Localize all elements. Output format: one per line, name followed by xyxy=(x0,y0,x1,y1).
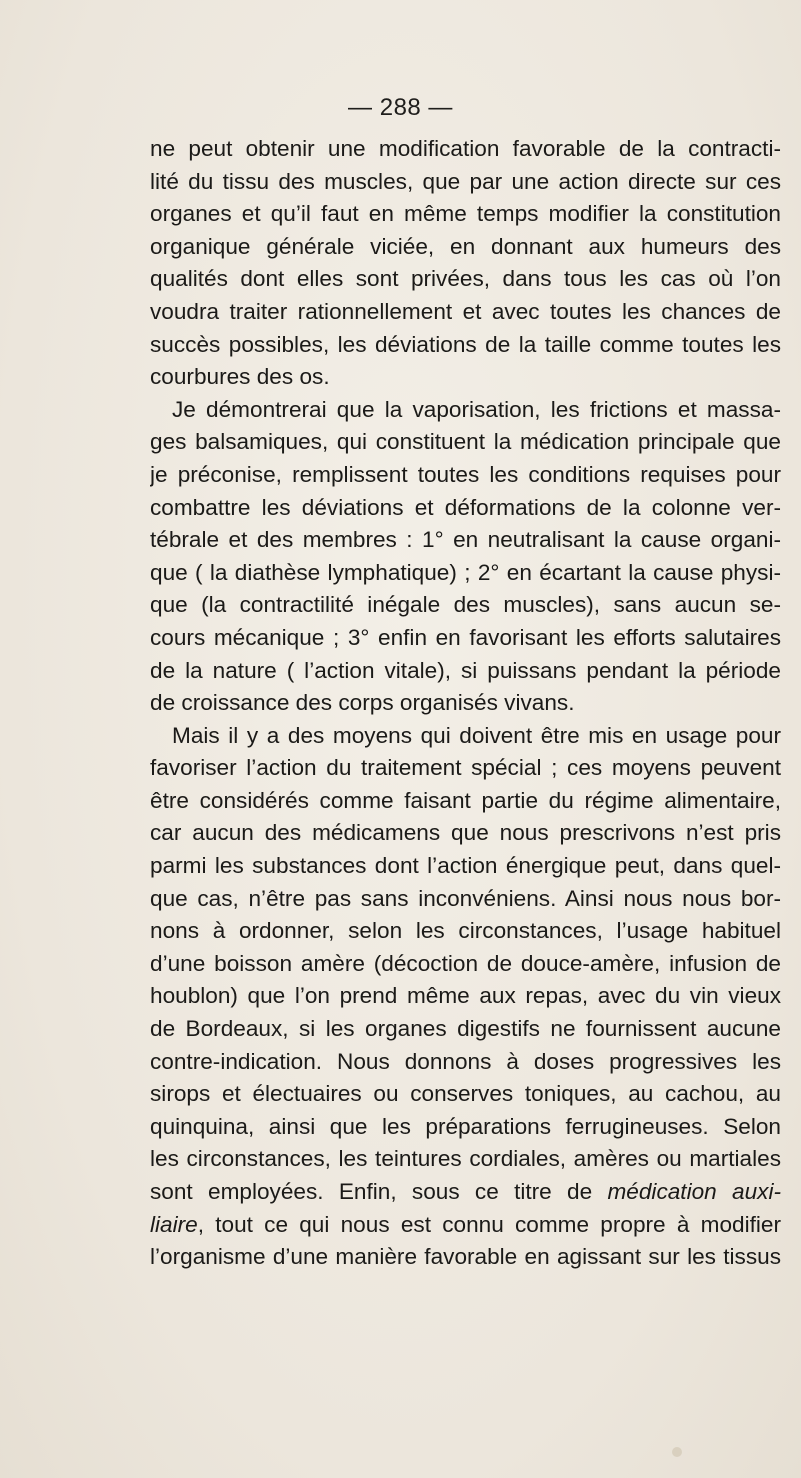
text-line xyxy=(150,492,781,525)
line-text: de Bordeaux, si les organes digestifs ne fournissent aucune xyxy=(150,1016,781,1042)
line-text: organique générale viciée, en donnant aux humeurs des xyxy=(150,233,781,259)
italic-text: liaire xyxy=(150,1211,198,1237)
text-line xyxy=(150,817,781,850)
line-text: tébrale et des membres : 1° en neutralisant la cause organi- xyxy=(150,527,781,553)
text-line xyxy=(150,459,781,492)
text-line xyxy=(150,394,781,427)
line-text: ges balsamiques, qui constituent la médication principale que xyxy=(150,429,781,455)
text-line xyxy=(150,1143,781,1176)
line-text: de la nature ( l’action vitale), si puissans pendant la période xyxy=(150,657,781,683)
line-text: voudra traiter rationnellement et avec toutes les chances de xyxy=(150,298,781,324)
text-line xyxy=(150,1013,781,1046)
line-text: car aucun des médicamens que nous prescrivons n’est pris xyxy=(150,820,781,846)
line-text: courbures des os. xyxy=(150,364,330,390)
line-text: houblon) que l’on prend même aux repas, avec du vin vieux xyxy=(150,983,781,1009)
line-text: , tout ce qui nous est connu comme propre à modifier xyxy=(197,1211,781,1237)
line-text: cours mécanique ; 3° enfin en favorisant les efforts salutaires xyxy=(150,624,781,650)
text-line xyxy=(150,166,781,199)
text-line xyxy=(150,883,781,916)
line-text: favoriser l’action du traitement spécial ; ces moyens peuvent xyxy=(150,755,781,781)
text-line xyxy=(150,785,781,818)
line-text: organes et qu’il faut en même temps modifier la constitution xyxy=(150,201,781,227)
italic-text: médication auxi- xyxy=(607,1179,781,1204)
text-line xyxy=(150,915,781,948)
text-line xyxy=(150,850,781,883)
text-line xyxy=(150,1078,781,1111)
text-line xyxy=(150,263,781,296)
text-line xyxy=(150,198,781,231)
line-text: ne peut obtenir une modification favorable de la contracti- xyxy=(150,136,781,161)
line-text: être considérés comme faisant partie du régime alimentaire, xyxy=(150,787,781,813)
text-line xyxy=(150,296,781,329)
line-text: que (la contractilité inégale des muscles), sans aucun se- xyxy=(150,592,781,618)
text-line xyxy=(150,557,781,590)
text-line xyxy=(150,687,781,720)
page-number: — 288 — xyxy=(348,94,453,121)
text-line xyxy=(150,948,781,981)
line-text: contre-indication. Nous donnons à doses progressives les xyxy=(150,1048,781,1074)
text-line xyxy=(150,752,781,785)
text-line xyxy=(150,133,781,166)
line-text: succès possibles, les déviations de la taille comme toutes les xyxy=(150,331,781,357)
text-line xyxy=(150,655,781,688)
text-line xyxy=(150,720,781,753)
line-text: que ( la diathèse lymphatique) ; 2° en écartant la cause physi- xyxy=(150,559,781,585)
line-text: qualités dont elles sont privées, dans tous les cas où l’on xyxy=(150,266,781,292)
text-line xyxy=(150,1241,781,1274)
text-line xyxy=(150,1046,781,1079)
paper-speck xyxy=(672,1447,682,1457)
text-line xyxy=(150,980,781,1013)
line-text: d’une boisson amère (décoction de douce-amère, infusion de xyxy=(150,950,781,976)
text-line xyxy=(150,426,781,459)
line-text: les circonstances, les teintures cordiales, amères ou martiales xyxy=(150,1146,781,1172)
line-text: combattre les déviations et déformations de la colonne ver- xyxy=(150,494,781,520)
line-text: Mais il y a des moyens qui doivent être mis en usage pour xyxy=(172,722,781,748)
line-text: sirops et électuaires ou conserves toniques, au cachou, au xyxy=(150,1081,781,1107)
text-line xyxy=(150,589,781,622)
line-text: quinquina, ainsi que les préparations ferrugineuses. Selon xyxy=(150,1113,781,1139)
text-line xyxy=(150,231,781,264)
text-line xyxy=(150,1111,781,1144)
line-text: de croissance des corps organisés vivans. xyxy=(150,690,575,716)
line-text: que cas, n’être pas sans inconvéniens. Ainsi nous nous bor- xyxy=(150,885,781,911)
text-line xyxy=(150,361,781,394)
line-text: nons à ordonner, selon les circonstances, l’usage habituel xyxy=(150,918,781,944)
line-text: lité du tissu des muscles, que par une action directe sur ces xyxy=(150,168,781,194)
line-text: parmi les substances dont l’action énergique peut, dans quel- xyxy=(150,853,781,879)
text-line xyxy=(150,622,781,655)
text-line xyxy=(150,524,781,557)
line-text: sont employées. Enfin, sous ce titre de xyxy=(150,1179,593,1204)
line-text: l’organisme d’une manière favorable en agissant sur les tissus xyxy=(150,1244,781,1270)
text-line xyxy=(150,1209,781,1242)
line-text: Je démontrerai que la vaporisation, les frictions et massa- xyxy=(172,396,781,422)
line-text: je préconise, remplissent toutes les conditions requises pour xyxy=(150,461,781,487)
body-text xyxy=(150,133,781,1274)
text-line xyxy=(150,1176,781,1209)
text-line xyxy=(150,329,781,362)
